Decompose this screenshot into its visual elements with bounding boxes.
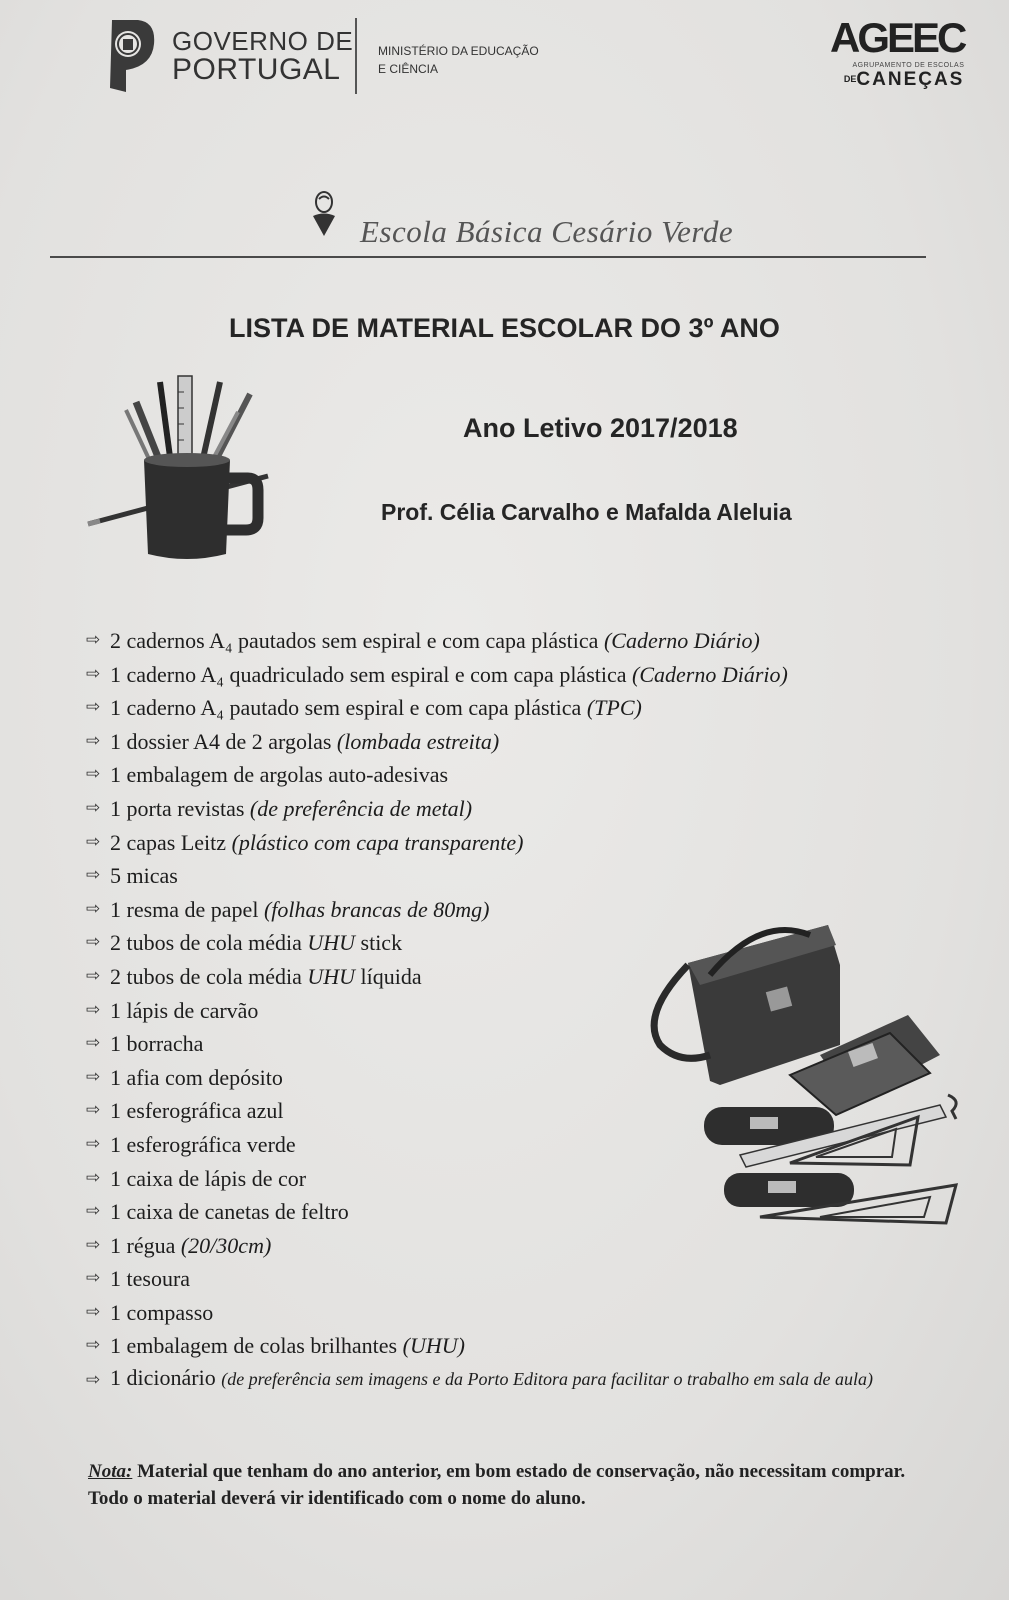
pencil-mug-illustration bbox=[80, 372, 280, 572]
arrow-icon: ⇨ bbox=[86, 797, 101, 818]
item-text: 1 dossier A4 de 2 argolas bbox=[110, 728, 337, 754]
arrow-icon: ⇨ bbox=[86, 999, 101, 1020]
arrow-icon: ⇨ bbox=[86, 630, 101, 650]
list-item-text bbox=[110, 1262, 190, 1296]
item-text: 1 régua bbox=[110, 1232, 181, 1258]
list-item bbox=[86, 691, 986, 725]
arrow-icon: ⇨ bbox=[86, 697, 101, 718]
item-text: 1 caderno A₄ quadriculado sem espiral e com capa plástica bbox=[110, 661, 633, 687]
arrow-icon: ⇨ bbox=[86, 1268, 101, 1289]
list-item bbox=[86, 624, 986, 658]
item-text: 1 esferográfica azul bbox=[110, 1098, 284, 1124]
arrow-icon: ⇨ bbox=[86, 1066, 101, 1087]
item-text: 1 embalagem de argolas auto-adesivas bbox=[110, 762, 449, 788]
item-note: (Caderno Diário) bbox=[603, 628, 760, 653]
agec-town bbox=[830, 70, 964, 89]
arrow-icon: ⇨ bbox=[86, 764, 101, 785]
school-year: Ano Letivo 2017/2018 bbox=[463, 413, 738, 443]
item-note: (de preferência de metal) bbox=[249, 795, 473, 821]
item-text: 1 caixa de lápis de cor bbox=[110, 1165, 307, 1191]
item-text: 2 tubos de cola média bbox=[110, 930, 308, 956]
arrow-icon: ⇨ bbox=[86, 1301, 101, 1322]
header-rule bbox=[50, 256, 926, 258]
governo-portugal-logo bbox=[104, 14, 164, 94]
list-item bbox=[86, 859, 986, 893]
ministry-label bbox=[378, 42, 539, 78]
arrow-icon: ⇨ bbox=[86, 965, 101, 986]
item-text: 1 compasso bbox=[110, 1299, 214, 1325]
list-item-text bbox=[110, 1094, 283, 1128]
list-item bbox=[86, 826, 986, 860]
note-text: Material que tenham do ano anterior, em bom estado de conservação, não necessitam comprar. bbox=[132, 1461, 906, 1482]
item-note: (UHU) bbox=[402, 1333, 465, 1359]
arrow-icon: ⇨ bbox=[86, 831, 101, 852]
list-item-text bbox=[110, 893, 489, 927]
item-note: (Caderno Diário) bbox=[632, 661, 788, 687]
arrow-icon: ⇨ bbox=[86, 898, 101, 919]
list-item-text bbox=[110, 960, 422, 994]
list-item-text bbox=[110, 658, 788, 692]
item-text: 1 embalagem de colas brilhantes bbox=[110, 1333, 403, 1359]
arrow-icon: ⇨ bbox=[86, 865, 101, 886]
item-text: 1 caixa de canetas de feltro bbox=[110, 1199, 349, 1225]
item-text: 1 caderno A₄ pautado sem espiral e com capa plástica bbox=[110, 695, 587, 721]
list-item-text bbox=[110, 826, 523, 860]
list-item-text bbox=[110, 725, 499, 759]
list-item bbox=[86, 1329, 986, 1363]
agec-sub: AGRUPAMENTO DE ESCOLAS bbox=[852, 62, 965, 69]
list-item bbox=[86, 1363, 986, 1395]
item-note: (20/30cm) bbox=[180, 1232, 272, 1258]
note-paragraph bbox=[88, 1458, 963, 1485]
governo-portugal-wordmark bbox=[172, 28, 353, 85]
ministry-line1: MINISTÉRIO DA EDUCAÇÃO bbox=[378, 44, 539, 58]
item-text: 2 capas Leitz bbox=[110, 829, 232, 855]
list-item bbox=[86, 1296, 986, 1330]
item-text: 2 cadernos A₄ pautados sem espiral e com capa plástica bbox=[110, 628, 604, 653]
note-line2: Todo o material deverá vir identificado com o nome do aluno. bbox=[88, 1488, 586, 1509]
list-item-text bbox=[110, 624, 760, 658]
item-note: (TPC) bbox=[586, 695, 642, 721]
list-item-text bbox=[110, 1128, 296, 1162]
note-label: Nota: bbox=[88, 1461, 133, 1482]
list-item-text bbox=[110, 859, 178, 893]
list-item bbox=[86, 792, 986, 826]
item-text: 1 afia com depósito bbox=[110, 1064, 283, 1090]
item-text: 1 borracha bbox=[110, 1031, 204, 1057]
list-item-text bbox=[110, 758, 448, 792]
item-text: 1 resma de papel bbox=[110, 896, 264, 922]
header-divider bbox=[355, 18, 357, 94]
list-item bbox=[86, 758, 986, 792]
item-note: (plástico com capa transparente) bbox=[231, 829, 524, 855]
portrait-icon bbox=[310, 190, 338, 238]
list-item-text bbox=[110, 691, 642, 725]
footer-note bbox=[88, 1458, 963, 1512]
item-text: 5 micas bbox=[110, 863, 178, 889]
list-item-text bbox=[110, 994, 258, 1028]
list-item-text bbox=[110, 1296, 213, 1330]
agec-town-name: CANEÇAS bbox=[856, 69, 965, 90]
item-text: 1 tesoura bbox=[110, 1266, 191, 1292]
arrow-icon: ⇨ bbox=[86, 1100, 101, 1121]
arrow-icon: ⇨ bbox=[86, 663, 101, 684]
gov-line2: PORTUGAL bbox=[172, 53, 341, 86]
item-text: 2 tubos de cola média bbox=[110, 963, 308, 989]
item-text: 1 porta revistas bbox=[110, 795, 250, 821]
list-item bbox=[86, 1262, 986, 1296]
list-item-text bbox=[110, 1195, 349, 1229]
item-text: 1 esferográfica verde bbox=[110, 1131, 296, 1157]
gov-line1: GOVERNO DE bbox=[172, 26, 354, 56]
list-item bbox=[86, 725, 986, 759]
arrow-icon: ⇨ bbox=[86, 730, 101, 751]
list-item-text bbox=[110, 1162, 306, 1196]
page-title: LISTA DE MATERIAL ESCOLAR DO 3º ANO bbox=[229, 313, 780, 343]
arrow-icon: ⇨ bbox=[86, 1201, 101, 1222]
arrow-icon: ⇨ bbox=[86, 1234, 101, 1255]
schoolbag-illustration bbox=[640, 905, 970, 1245]
item-note: UHU bbox=[307, 963, 356, 989]
agec-logo bbox=[830, 16, 964, 89]
list-item-text bbox=[110, 1229, 271, 1263]
arrow-icon: ⇨ bbox=[86, 1335, 101, 1356]
arrow-icon: ⇨ bbox=[86, 1033, 101, 1054]
item-note: (lombada estreita) bbox=[336, 728, 500, 754]
arrow-icon: ⇨ bbox=[86, 932, 101, 953]
arrow-icon: ⇨ bbox=[86, 1167, 101, 1188]
item-text: 1 lápis de carvão bbox=[110, 997, 259, 1023]
item-note: UHU bbox=[307, 930, 356, 956]
teachers: Prof. Célia Carvalho e Mafalda Aleluia bbox=[381, 499, 792, 525]
school-name: Escola Básica Cesário Verde bbox=[360, 214, 734, 249]
item-text: 1 dicionário bbox=[110, 1365, 222, 1391]
agec-mark: AGEEC bbox=[830, 14, 965, 61]
list-item-text bbox=[110, 1027, 203, 1061]
item-tail: líquida bbox=[355, 963, 422, 989]
list-item-text bbox=[110, 792, 472, 826]
list-item-text bbox=[110, 1061, 283, 1095]
item-note: (de preferência sem imagens e da Porto Editora para facilitar o trabalho em sala de aula) bbox=[221, 1369, 873, 1390]
agec-prefix: DE bbox=[843, 74, 857, 84]
item-tail: stick bbox=[355, 930, 403, 956]
arrow-icon: ⇨ bbox=[86, 1370, 101, 1391]
list-item-text bbox=[110, 1329, 465, 1363]
list-item-text bbox=[110, 926, 402, 960]
item-note: (folhas brancas de 80mg) bbox=[263, 896, 490, 922]
list-item bbox=[86, 658, 986, 692]
ministry-line2: E CIÊNCIA bbox=[378, 62, 439, 76]
arrow-icon: ⇨ bbox=[86, 1133, 101, 1154]
